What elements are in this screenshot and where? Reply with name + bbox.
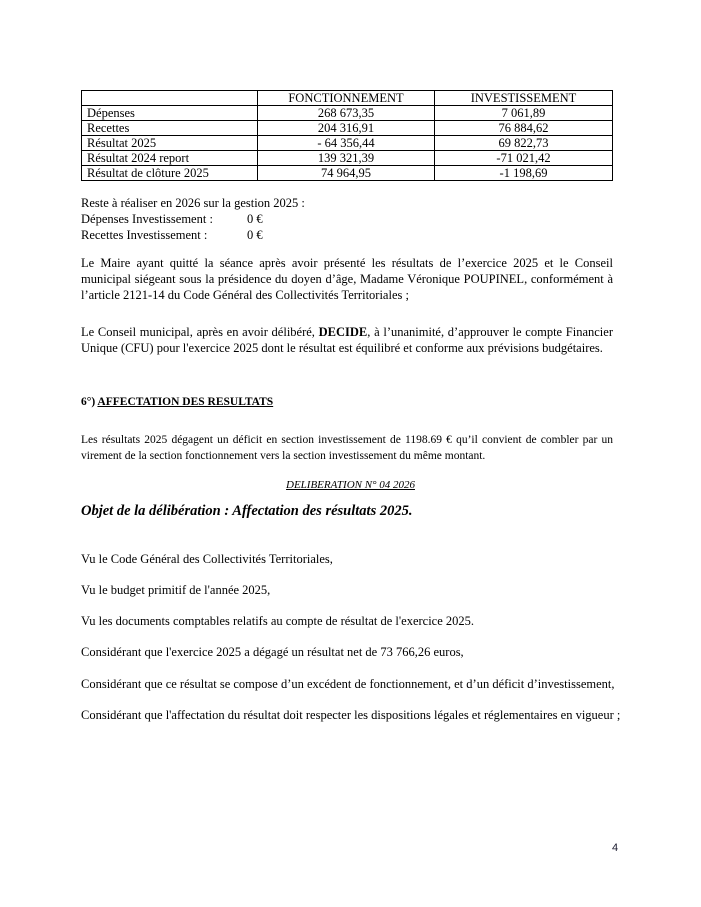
fonctionnement-value: 268 673,35: [258, 106, 435, 121]
fonctionnement-value: 74 964,95: [258, 166, 435, 181]
considerant-line: Considérant que l'exercice 2025 a dégagé un résultat net de 73 766,26 euros,: [81, 645, 464, 659]
table-header-investissement: INVESTISSEMENT: [435, 91, 613, 106]
table-header-empty: [82, 91, 258, 106]
row-label: Résultat 2025: [82, 136, 258, 151]
investissement-value: 76 884,62: [435, 121, 613, 136]
investissement-value: 7 061,89: [435, 106, 613, 121]
row-label: Résultat 2024 report: [82, 151, 258, 166]
reste-item-label: Dépenses Investissement :: [81, 212, 213, 226]
row-label: Dépenses: [82, 106, 258, 121]
considerant-line: Considérant que l'affectation du résultat doit respecter les dispositions légales et réglementaires en vigueur ;: [81, 708, 621, 722]
section-paragraph: Les résultats 2025 dégagent un déficit en section investissement de 1198.69 € qu’il convient de combler par un virement de la section fonctionnement vers la section investissement du même montant.: [81, 434, 613, 462]
fonctionnement-value: 204 316,91: [258, 121, 435, 136]
conseil-text-before: Le Conseil municipal, après en avoir délibéré,: [81, 325, 319, 339]
investissement-value: -1 198,69: [435, 166, 613, 181]
section-title: AFFECTATION DES RESULTATS: [97, 396, 274, 408]
table-row: [82, 121, 613, 136]
section-number: 6°): [81, 396, 98, 408]
results-table: [81, 90, 613, 181]
table-header-fonctionnement: FONCTIONNEMENT: [258, 91, 435, 106]
reste-item-label: Recettes Investissement :: [81, 228, 208, 242]
conseil-text-after: , à l’unanimité, d’approuver le compte Financier Unique (CFU) pour l'exercice 2025 dont le résultat est équilibré et conforme aux prévisions budgétaires.: [81, 325, 613, 355]
considerant-line: Vu le budget primitif de l'année 2025,: [81, 583, 271, 597]
investissement-value: 69 822,73: [435, 136, 613, 151]
reste-item-value: 0 €: [247, 228, 263, 242]
section-heading: [81, 396, 273, 408]
fonctionnement-value: 139 321,39: [258, 151, 435, 166]
considerant-line: Vu le Code Général des Collectivités Territoriales,: [81, 552, 333, 566]
deliberation-number: DELIBERATION N° 04 2026: [286, 479, 415, 491]
maire-paragraph: Le Maire ayant quitté la séance après avoir présenté les résultats de l’exercice 2025 et le Conseil municipal siégeant sous la présidence du doyen d’âge, Madame Véronique POUPINEL, conformément à l’article 2121-14 du Code Général des Collectivités Territoriales ;: [81, 256, 613, 302]
reste-item-value: 0 €: [247, 212, 263, 226]
conseil-decision-paragraph: [81, 324, 613, 356]
reste-title: Reste à réaliser en 2026 sur la gestion 2025 :: [81, 196, 305, 210]
considerant-line: Vu les documents comptables relatifs au compte de résultat de l'exercice 2025.: [81, 614, 475, 628]
table-row: [82, 151, 613, 166]
reste-item: [81, 227, 305, 243]
table-row: [82, 166, 613, 181]
table-row: [82, 136, 613, 151]
reste-item: [81, 211, 305, 227]
investissement-value: -71 021,42: [435, 151, 613, 166]
table-header-row: [82, 91, 613, 106]
row-label: Résultat de clôture 2025: [82, 166, 258, 181]
row-label: Recettes: [82, 121, 258, 136]
considerant-line: Considérant que ce résultat se compose d’un excédent de fonctionnement, et d’un déficit d’investissement,: [81, 677, 615, 691]
page-number: 4: [612, 842, 619, 854]
table-row: [82, 106, 613, 121]
fonctionnement-value: - 64 356,44: [258, 136, 435, 151]
decide-keyword: DECIDE: [318, 325, 368, 339]
reste-a-realiser: [81, 195, 305, 243]
deliberation-object: Objet de la délibération : Affectation des résultats 2025.: [81, 503, 413, 519]
